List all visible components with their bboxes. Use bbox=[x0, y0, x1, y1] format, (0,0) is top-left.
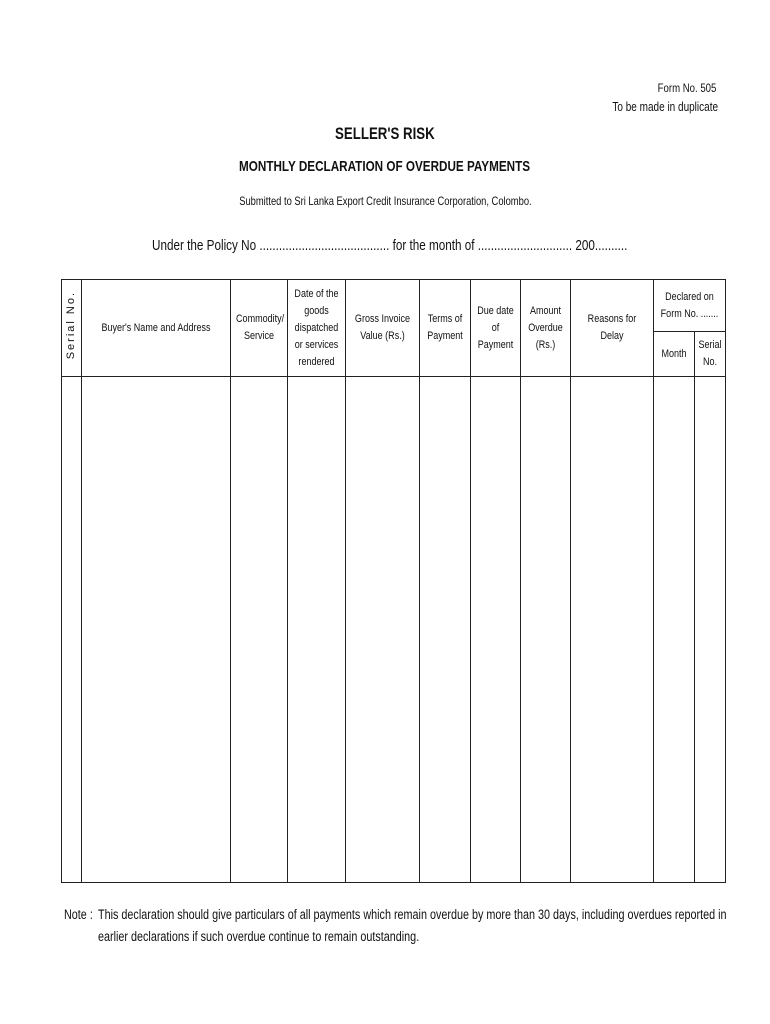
form-subtitle: MONTHLY DECLARATION OF OVERDUE PAYMENTS bbox=[239, 158, 531, 175]
col-terms-of-payment: Terms of Payment bbox=[420, 280, 471, 377]
col-reasons-for-delay: Reasons for Delay bbox=[571, 280, 654, 377]
policy-line: Under the Policy No ........................................ for the month of ............................. 200.......... bbox=[152, 237, 628, 254]
cell-commodity[interactable] bbox=[231, 377, 288, 883]
note-text: This declaration should give particulars of all payments which remain overdue by more than 30 days, including overdues reported in earlier declarations if such overdue continue to remain outstanding. bbox=[98, 907, 727, 944]
cell-gross[interactable] bbox=[346, 377, 420, 883]
note-label: Note : bbox=[64, 907, 93, 922]
col-declared-on-form: Declared on Form No. ....... bbox=[654, 280, 726, 332]
cell-reasons[interactable] bbox=[571, 377, 654, 883]
duplicate-instruction: To be made in duplicate bbox=[612, 100, 718, 114]
cell-month[interactable] bbox=[654, 377, 695, 883]
submitted-to-line: Submitted to Sri Lanka Export Credit Insurance Corporation, Colombo. bbox=[238, 194, 532, 208]
overdue-payments-table bbox=[61, 279, 725, 882]
cell-serial[interactable] bbox=[62, 377, 82, 883]
col-due-date: Due date of Payment bbox=[471, 280, 521, 377]
cell-buyer[interactable] bbox=[82, 377, 231, 883]
col-commodity-service: Commodity/ Service bbox=[231, 280, 288, 377]
cell-due[interactable] bbox=[471, 377, 521, 883]
col-amount-overdue: Amount Overdue (Rs.) bbox=[521, 280, 571, 377]
col-buyer-name-address: Buyer's Name and Address bbox=[82, 280, 231, 377]
form-number: Form No. 505 bbox=[657, 81, 716, 95]
table-row bbox=[62, 377, 726, 883]
col-declared-serial-no: Serial No. bbox=[695, 332, 726, 377]
col-gross-invoice-value: Gross Invoice Value (Rs.) bbox=[346, 280, 420, 377]
cell-terms[interactable] bbox=[420, 377, 471, 883]
cell-date[interactable] bbox=[288, 377, 346, 883]
cell-serial-no[interactable] bbox=[695, 377, 726, 883]
cell-amount[interactable] bbox=[521, 377, 571, 883]
form-title: SELLER'S RISK bbox=[335, 124, 435, 143]
col-serial-number: Serial No. bbox=[62, 280, 82, 377]
col-dispatch-date: Date of the goods dispatched or services rendered bbox=[288, 280, 346, 377]
col-declared-month: Month bbox=[654, 332, 695, 377]
